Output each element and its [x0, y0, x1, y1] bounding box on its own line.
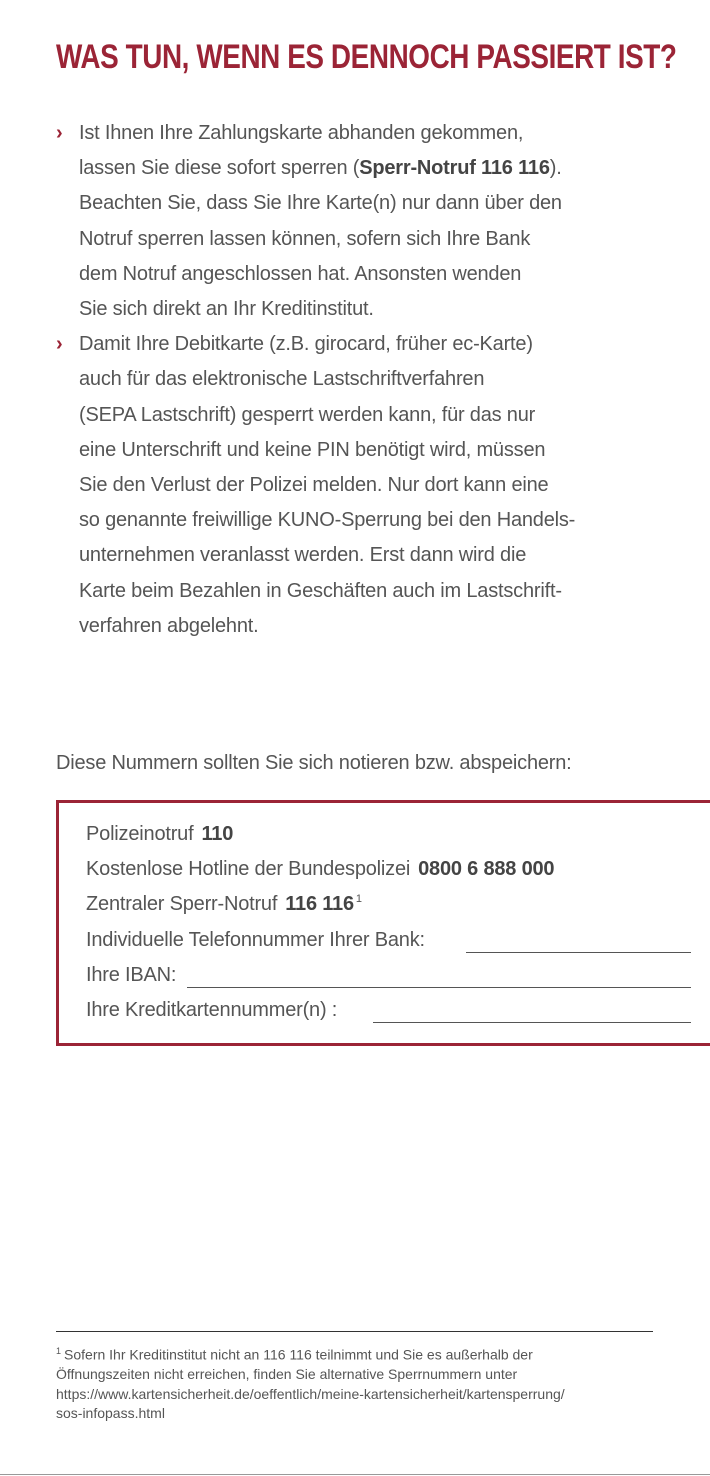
footnote-line-2: Öffnungszeiten nicht erreichen, finden Sie alternative Sperrnummern unter: [56, 1366, 518, 1383]
sperr-notruf-highlight: Sperr-Notruf 116 116: [359, 157, 550, 180]
hotline-row: [86, 858, 554, 881]
police-row: [86, 823, 233, 846]
card-row: [86, 999, 337, 1022]
bullet-1-line-3: Beachten Sie, dass Sie Ihre Karte(n) nur dann über den: [79, 192, 562, 215]
footnote-line-1-text: Sofern Ihr Kreditinstitut nicht an 116 116 teilnimmt und Sie es außerhalb der: [64, 1346, 533, 1363]
bullet-2-line-9: verfahren abgelehnt.: [79, 614, 259, 637]
bullet-2-line-1: Damit Ihre Debitkarte (z.B. girocard, früher ec-Karte): [79, 333, 533, 356]
list-item: [56, 327, 656, 644]
bullet-2-line-2: auch für das elektronische Lastschriftverfahren: [79, 368, 485, 391]
bullet-1-line-2: [79, 151, 656, 186]
bullet-1-line-2-text: lassen Sie diese sofort sperren (: [79, 157, 360, 180]
footnote-ref: 1: [355, 893, 362, 906]
credit-card-fill-line: [373, 1022, 691, 1023]
page-title: WAS TUN, WENN ES DENNOCH PASSIERT IST?: [56, 38, 677, 76]
hotline-number: 0800 6 888 000: [418, 858, 555, 880]
page-bottom-divider: [0, 1474, 710, 1475]
bullet-2-line-4: eine Unterschrift und keine PIN benötigt wird, müssen: [79, 438, 546, 461]
bank-phone-label: Individuelle Telefonnummer Ihrer Bank:: [86, 929, 425, 951]
bank-row: [86, 929, 425, 952]
numbers-intro: Diese Nummern sollten Sie sich notieren bzw. abspeichern:: [56, 752, 572, 774]
bullet-1-line-2-end: ).: [549, 157, 562, 180]
iban-label: Ihre IBAN:: [86, 964, 177, 986]
bullet-2-line-5: Sie den Verlust der Polizei melden. Nur dort kann eine: [79, 474, 549, 497]
sperr-row: [86, 893, 362, 916]
chevron-right-icon: ›: [56, 333, 63, 356]
footnote: [56, 1342, 656, 1424]
sperr-number: 116 116: [285, 893, 354, 915]
bullet-1-line-4: Notruf sperren lassen können, sofern sich Ihre Bank: [79, 227, 531, 250]
footnote-line-1: [56, 1342, 656, 1365]
credit-card-label: Ihre Kreditkartennummer(n) :: [86, 999, 338, 1021]
hotline-label: Kostenlose Hotline der Bundespolizei: [86, 858, 411, 880]
bullet-1-line-1: Ist Ihnen Ihre Zahlungskarte abhanden gekommen,: [79, 122, 524, 144]
sperr-label: Zentraler Sperr-Notruf: [86, 893, 278, 915]
iban-row: [86, 964, 176, 987]
list-item: [56, 116, 656, 327]
footnote-marker: 1: [56, 1346, 62, 1356]
bullet-2-line-7: unternehmen veranlasst werden. Erst dann wird die: [79, 544, 527, 567]
bullet-1-line-5: dem Notruf angeschlossen hat. Ansonsten wenden: [79, 262, 522, 285]
footnote-url-line-2: sos-infopass.html: [56, 1405, 165, 1422]
bullet-1-line-6: Sie sich direkt an Ihr Kreditinstitut.: [79, 298, 374, 321]
chevron-right-icon: ›: [56, 122, 63, 144]
bank-phone-fill-line: [466, 952, 691, 953]
bullet-2-line-6: so genannte freiwillige KUNO-Sperrung bei den Handels-: [79, 509, 576, 532]
footnote-url-line-1: https://www.kartensicherheit.de/oeffentlich/meine-kartensicherheit/kartensperrung/: [56, 1385, 565, 1402]
bullet-2-line-3: (SEPA Lastschrift) gesperrt werden kann, für das nur: [79, 403, 536, 426]
important-numbers-box: [56, 800, 710, 1046]
instructions-list: [56, 116, 656, 644]
footnote-divider: [56, 1331, 653, 1332]
police-number: 110: [201, 823, 234, 845]
police-label: Polizeinotruf: [86, 823, 194, 845]
bullet-2-line-8: Karte beim Bezahlen in Geschäften auch im Lastschrift-: [79, 579, 562, 602]
iban-fill-line: [187, 987, 691, 988]
